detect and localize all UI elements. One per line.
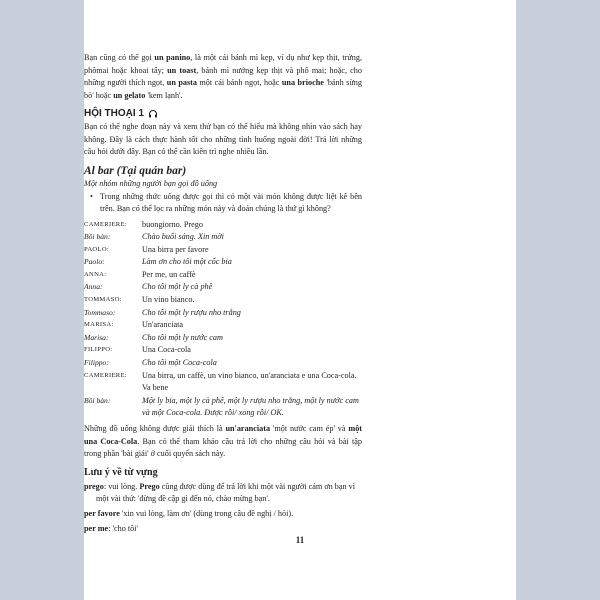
dialogue-row xyxy=(84,269,362,282)
speaker-name: FILIPPO: xyxy=(84,346,113,354)
dialogue-line: Làm ơn cho tôi một cốc bia xyxy=(142,257,232,267)
dialogue-row xyxy=(84,319,362,332)
dialogue-row xyxy=(84,357,362,370)
intro-paragraph: Bạn cũng có thể gọi un panino, là một cái bánh mì kẹp, ví dụ như kẹp thịt, trứng, phômai hoặc khoai tây; un toast, bánh mì nướng kẹp thịt và phô mai; hoặc, cho những người thích ngọt, un pasta một cái bánh ngọt, hoặc una brioche 'bánh sừng bò' hoặc un gelato 'kem lạnh'. xyxy=(84,53,363,100)
dialogue-row xyxy=(84,307,362,320)
vocab-item: per me: 'cho tôi' xyxy=(84,523,138,533)
dialogue-heading: HỘI THOẠI 1 xyxy=(84,108,362,119)
dialogue-table xyxy=(84,219,362,421)
dialogue-intro: Bạn có thể nghe đoạn này và xem thử bạn có thể hiểu mà không nhìn vào sách hay không. Đây là cách thực hành tốt cho những tình huống ngoài đời! Trả lời những câu hỏi dưới đây. Bạn có thể cần kiên trì nghe nhiều lần. xyxy=(84,122,362,156)
dialogue-row xyxy=(84,294,362,307)
bullet-item: • Trong những thức uống được gọi thì có một vài món không được liệt kê bên trên. Bạn có thể lọc ra những món này và đoán chúng là thứ gì không? xyxy=(90,191,362,213)
dialogue-line: Cho tôi một ly nước cam xyxy=(142,332,223,342)
vocab-heading: Lưu ý về từ vựng xyxy=(84,466,158,478)
dialogue-line: Cho tôi một ly rượu nho trắng xyxy=(142,307,241,317)
section-subtitle: Một nhóm những người bạn gọi đồ uống xyxy=(84,178,218,188)
speaker-name: TOMMASO: xyxy=(84,296,122,304)
speaker-name: MARISA: xyxy=(84,321,114,329)
speaker-name: Marisa: xyxy=(84,332,109,342)
speaker-name: PAOLO: xyxy=(84,245,110,253)
dialogue-row xyxy=(84,219,362,232)
speaker-name: Paolo: xyxy=(84,257,105,267)
dialogue-line: Chào buổi sáng. Xin mời xyxy=(142,232,224,242)
note-paragraph: Những đồ uống không được giải thích là un'aranciata 'một nước cam ép' và một una Coca-Cola. Bạn có thể tham khảo câu trả lời cho những câu hỏi và bài tập trong phần 'bài giải' ở cuối quyển sách này. xyxy=(84,424,363,458)
headphones-icon xyxy=(148,109,158,119)
vocab-item: prego: vui lòng. Prego cũng được dùng để trả lời khi một vài người cảm ơn bạn vì một vài thứ: 'đừng đề cập gì đến nó, chào mừng bạn'. xyxy=(84,481,356,503)
speaker-name: Bồi bàn: xyxy=(84,395,111,405)
vocab-item: per favore 'xin vui lòng, làm ơn' (dùng trong câu đề nghị / hỏi). xyxy=(84,508,294,518)
dialogue-line: Un vino bianco. xyxy=(142,295,195,305)
dialogue-row xyxy=(84,332,362,345)
speaker-name: Tommaso: xyxy=(84,307,116,317)
dialogue-row xyxy=(84,395,362,420)
speaker-name: CAMERIERE: xyxy=(84,220,127,228)
dialogue-row xyxy=(84,256,362,269)
speaker-name: CAMERIERE: xyxy=(84,371,127,379)
bullet-dot: • xyxy=(90,191,93,201)
dialogue-row xyxy=(84,281,362,294)
speaker-name: Anna: xyxy=(84,282,103,292)
page-number: 11 xyxy=(295,535,305,545)
dialogue-line: Một ly bia, một ly cà phê, một ly rượu nho trắng, một ly nước cam và một Coca-cola. Được rồi/ xong rồi/ OK. xyxy=(142,395,359,418)
dialogue-line: Una birra per favore xyxy=(142,244,209,254)
speaker-name: Filippo: xyxy=(84,358,109,368)
dialogue-row xyxy=(84,231,362,244)
dialogue-line: Per me, un caffè xyxy=(142,269,196,279)
speaker-name: ANNA: xyxy=(84,270,107,278)
dialogue-row xyxy=(84,244,362,257)
dialogue-row xyxy=(84,370,362,395)
speaker-name: Bồi bàn: xyxy=(84,232,111,242)
section-title: Al bar (Tại quán bar) xyxy=(84,164,187,177)
dialogue-line: Un'aranciata xyxy=(142,320,184,330)
dialogue-line: Cho tôi một Coca-cola xyxy=(142,358,217,368)
dialogue-line: Cho tôi một ly cà phê xyxy=(142,282,213,292)
dialogue-row xyxy=(84,344,362,357)
dialogue-line: Una Coca-cola xyxy=(142,345,191,355)
dialogue-line: Una birra, un caffè, un vino bianco, un'aranciata e una Coca-cola. Va bene xyxy=(142,370,357,393)
vocab-list xyxy=(84,481,362,535)
page-content xyxy=(84,52,362,535)
dialogue-line: buongiorno. Prego xyxy=(142,219,203,229)
